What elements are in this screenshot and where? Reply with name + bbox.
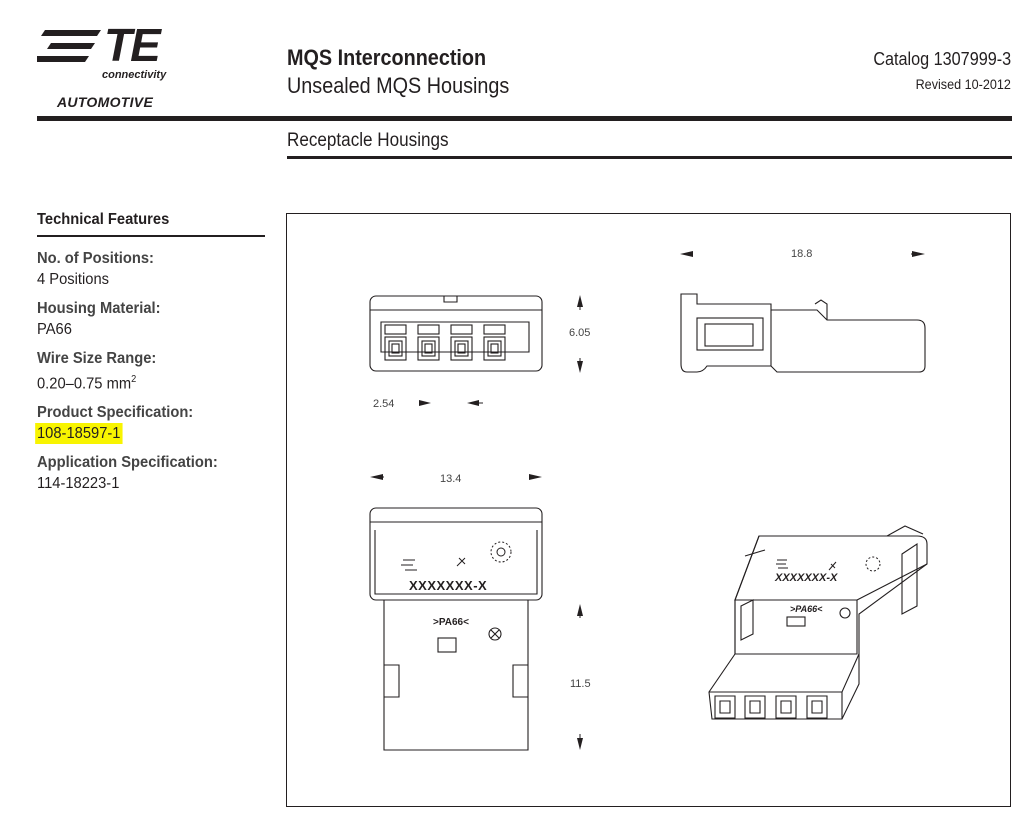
cavity-row (385, 325, 505, 360)
feature-value: 4 Positions (37, 271, 110, 288)
wire-size-unit-exponent: 2 (131, 374, 137, 385)
dim-length-label: 18.8 (791, 248, 813, 260)
feature-label: No. of Positions: (37, 250, 154, 267)
feature-label: Application Specification: (37, 454, 218, 472)
feature-positions (37, 248, 249, 290)
product-spec-link[interactable]: 108-18597-1 (37, 425, 121, 443)
date-wheel-icon (491, 542, 511, 562)
housing-drawing (287, 214, 1012, 808)
dim-width-label: 13.4 (440, 473, 462, 485)
dim-pitch-label: 2.54 (373, 398, 395, 410)
iso-date-wheel-icon (866, 557, 880, 571)
feature-label: Housing Material: (37, 300, 161, 317)
front-view (370, 296, 542, 371)
dim-height-label: 6.05 (569, 327, 591, 339)
feature-value: PA66 (37, 321, 72, 338)
wire-size-value: 0.20–0.75 mm (37, 375, 132, 393)
iso-part-marking: XXXXXXX-X (775, 572, 838, 584)
features-heading: Technical Features (37, 211, 170, 228)
feature-label: Product Specification: (37, 404, 194, 422)
part-marking: XXXXXXX-X (409, 578, 488, 593)
iso-material-marking: >PA66< (790, 604, 823, 614)
section-title: Receptacle Housings (287, 130, 449, 151)
header-divider (37, 116, 1012, 121)
dim-depth-label: 11.5 (570, 678, 591, 690)
iso-te-mark-icon (776, 560, 788, 568)
feature-value (37, 369, 249, 394)
catalog-number: Catalog 1307999-3 (873, 49, 1011, 69)
division-label: AUTOMOTIVE (57, 94, 154, 110)
te-mark-icon (401, 560, 417, 570)
technical-features-list (37, 248, 267, 502)
drawing-frame (286, 213, 1011, 807)
material-marking: >PA66< (433, 617, 469, 628)
cross-mark-icon (457, 558, 465, 566)
application-spec-link[interactable]: 114-18223-1 (37, 475, 120, 493)
side-view (681, 294, 925, 372)
isometric-view (709, 526, 927, 719)
te-logo: TE (104, 19, 159, 71)
iso-cross-mark-icon (829, 562, 836, 570)
dimension-arrows (370, 251, 925, 750)
page-title: MQS Interconnection (287, 45, 487, 70)
feature-material (37, 298, 249, 340)
feature-product-spec (37, 402, 249, 444)
markings (401, 542, 880, 571)
revision-date: Revised 10-2012 (915, 76, 1011, 92)
logo-tagline: connectivity (102, 69, 167, 81)
section-divider (287, 156, 1012, 159)
top-view (370, 508, 542, 750)
features-divider (37, 235, 265, 237)
feature-label: Wire Size Range: (37, 350, 157, 367)
feature-application-spec (37, 452, 249, 494)
page-subtitle: Unsealed MQS Housings (287, 73, 510, 98)
feature-wire-size (37, 348, 249, 394)
te-logo-bars (37, 30, 107, 62)
